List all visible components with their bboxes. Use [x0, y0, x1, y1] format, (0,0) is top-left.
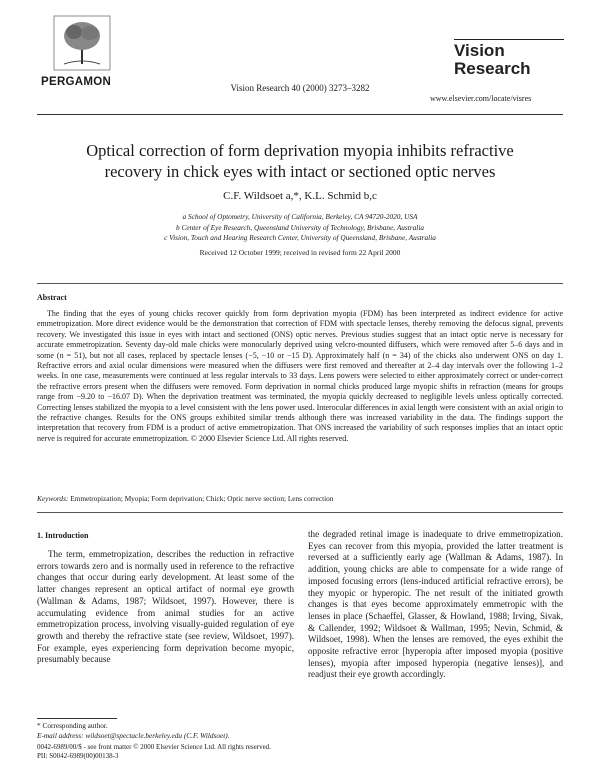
email-note: E-mail address: wildsoet@spectacle.berkeley.edu (C.F. Wildsoet). [37, 730, 230, 740]
affiliation-b: b Center of Eye Research, Queensland University of Technology, Brisbane, Australia [176, 222, 424, 232]
affiliation-c: c Vision, Touch and Hearing Research Center, University of Queensland, Brisbane, Australia [164, 233, 436, 242]
abstract-text: The finding that the eyes of young chicks recover quickly from form deprivation myopia (FDM) has been interpreted as indirect evidence for active emmetropization. More direct evidence would be the demonstration that correction of FDM with spectacle lenses, thereby removing the defocus signal, prevents recovery. We investigated this issue in eyes with intact and sectioned (ONS) optic nerves. Previous studies suggest that an intact optic nerve is necessary for accurate emmetropization. Seventy day-old male chicks were monocularly deprived using velcro-mounted diffusers, which were removed after 5–6 days and in some (n = 51), but not all cases, replaced by spectacle lenses (−5, −10 or −15 D). Approximately half (n = 34) of the chicks also underwent ONS on day 1. Refractive errors and axial ocular dimensions were measured when the diffusers were first removed and thereafter at 2–4 day intervals over the following 1–2 weeks. In one case, measurements were continued at less regular intervals to 33 days. Lens powers were selected to either approximately correct or under-correct the refractive errors present when the diffusers were removed. Form deprivation in normal chicks produced large myopic shifts in refraction (means for groups range from −9.20 to −16.07 D). When the deprivation treatment was terminated, the myopia quickly decreased to negligible levels unless optically corrected. Correcting lenses stabilized the myopia to a level consistent with the lens power used. Interocular differences in axial length were consistent with an axial origin to the refractive changes. Results for the ONS groups exhibited similar trends although there was increased variability in the data. The findings support the interpretation that recovery from FDM is a product of active emmetropization. That ONS increased the variability of such responses implies that an intact optic nerve is required for accurate emmetropization. © 2000 Elsevier Science Ltd. All rights reserved. [37, 309, 563, 443]
corresponding-author-note: * Corresponding author. [37, 721, 108, 730]
journal-name-line2: Research [454, 59, 531, 78]
footnote-rule [37, 718, 117, 719]
abstract-top-rule [37, 283, 563, 284]
abstract-bottom-rule [37, 512, 563, 513]
introduction-heading: 1. Introduction [37, 531, 89, 540]
publisher-name: PERGAMON [41, 76, 112, 88]
journal-name-line1: Vision [454, 41, 505, 60]
copyright-line2: PII: S0042-6989(00)00138-3 [37, 752, 119, 760]
keywords [37, 494, 563, 503]
article-title [40, 140, 560, 182]
authors: C.F. Wildsoet a,*, K.L. Schmid b,c [223, 190, 377, 202]
received-dates: Received 12 October 1999; received in revised form 22 April 2000 [199, 248, 401, 257]
journal-title-rule [454, 39, 564, 40]
copyright-line1: 0042-6989/00/$ - see front matter © 2000 Elsevier Science Ltd. All rights reserved. [37, 743, 271, 751]
journal-name [454, 42, 531, 78]
header-rule [37, 114, 563, 115]
keywords-label: Keywords: [37, 494, 69, 503]
journal-citation: Vision Research 40 (2000) 3273–3282 [230, 83, 370, 93]
footnotes [37, 721, 230, 740]
abstract-heading: Abstract [37, 293, 67, 302]
article-title-line1: Optical correction of form deprivation myopia inhibits refractive [86, 141, 514, 160]
keywords-text: Emmetropization; Myopia; Form deprivation; Chick; Optic nerve section; Lens correction [70, 494, 334, 503]
copyright [37, 743, 271, 761]
journal-url: www.elsevier.com/locate/visres [430, 94, 532, 103]
intro-left-column: The term, emmetropization, describes the reduction in refractive errors towards zero and is normally used in reference to the refractive changes that occur during early development. At least some of the latter changes represent an optical artifact of normal eye growth (Wallman & Adams, 1987; Wildsoet, 1997). However, there is accumulating evidence from animal studies for an active emmetropization process, involving visually-guided regulation of eye growth and thereby the refractive state (see review, Wildsoet, 1997). For example, eyes experiencing form deprivation become myopic, presumably because [37, 549, 294, 665]
affiliations [0, 212, 600, 244]
affiliation-a: a School of Optometry, University of California, Berkeley, CA 94720-2020, USA [182, 212, 418, 221]
intro-right-column: the degraded retinal image is inadequate to drive emmetropization. Eyes can recover from this myopia, provided the latter treatment is reversed at a sufficiently early age (Wallman & Adams, 1987). In addition, young chicks are able to compensate for a wide range of imposed focusing errors (lens-induced artificial refractive errors), be they myopic or hyperopic. The net result of the initiated growth changes is that eyes become approximately emmetropic with the lenses in place (Schaeffel, Glasser, & Howland, 1988; Irving, Sivak, & Callender, 1992; Wildsoet & Wallman, 1995; Nevin, Schmid, & Wildsoet, 1998). When the lenses are removed, the eyes exhibit the opposite refractive error [hyperopia after imposed myopia (positive lenses), myopia after imposed hyperopia (negative lenses)], and readjust their eye growth accordingly. [308, 529, 563, 680]
pergamon-tree-logo-icon [52, 14, 112, 72]
article-title-line2: recovery in chick eyes with intact or sectioned optic nerves [104, 162, 496, 181]
